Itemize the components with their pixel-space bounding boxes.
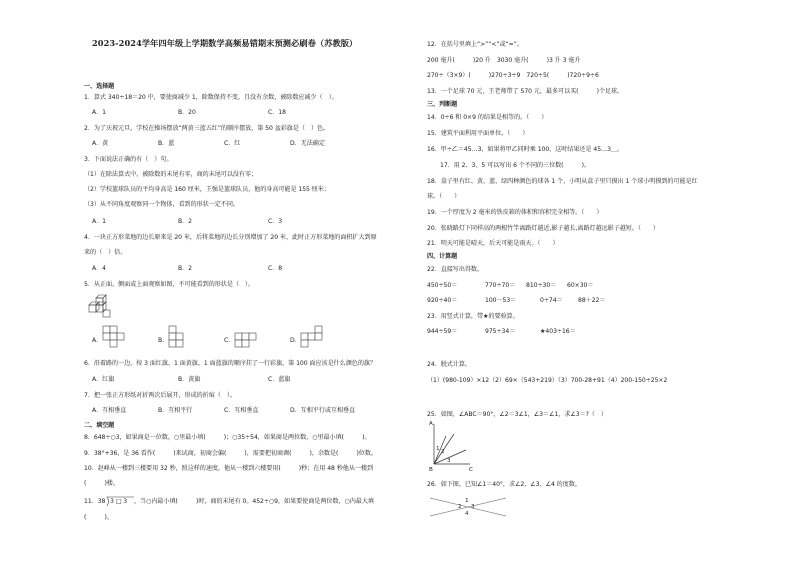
q3-option-b: B．2 [178, 218, 193, 225]
question-5: 5．从正面、侧面或上面观察如图，不可能看到的形状是（ ）。 [84, 281, 255, 288]
q3-statement-3: （3）从不同角度观察同一个物体，看到的形状一定不同。 [84, 201, 239, 208]
q22-r2-c4: 88＋22＝ [578, 297, 606, 304]
question-10-line-1: 10．赵峰从一楼到三楼要用 32 秒，照这样的速度，他从一楼到六楼要用( )秒；在用 48 秒他从一楼到 [84, 465, 374, 472]
question-7: 7．把一张正方形纸对折两次后展开，形成的折痕（ ）。 [84, 392, 236, 399]
question-9: 9．38°+36，是 36 看作( )来试商，初商会偏( )，需要把初商调( )，余数是( )位数。 [84, 450, 377, 457]
q4-option-a: A．4 [92, 265, 106, 272]
question-11-body: ，当○内最小填( )时，商的末尾有 0。452÷○9，如果要使商是两位数，○内最大填 [134, 498, 374, 505]
question-1: 1．算式 340÷18＝20 中，要使商减少 1，除数保持不变，且没有余数，被除数应减少（ ）。 [84, 94, 338, 101]
question-8: 8．648÷○3，如果商是一位数，○里最小填( )；○35÷54，如果商是两位数，○里最小填( )。 [84, 434, 371, 441]
fig25-label-1: 1 [436, 446, 440, 452]
q4-option-b: B．2 [178, 265, 193, 272]
question-16: 16．甲÷乙＝45…3，如果将甲乙同时乘 100，这时结果还是 45…3＿。 [427, 146, 623, 153]
q5-option-d: D． [290, 337, 301, 344]
q6-option-c: C．蓝旗 [268, 376, 291, 383]
right-column [400, 0, 794, 562]
q5-option-b: B． [158, 337, 169, 344]
q6-option-a: A．红旗 [92, 376, 115, 383]
q22-r1-c3: 810÷30＝ [526, 282, 557, 289]
q2-option-a: A．黄 [92, 140, 109, 147]
cube-stack-figure [88, 296, 114, 318]
q23-r1-c3: ★403÷16＝ [540, 328, 576, 335]
question-13: 13．一个足球 70 元，王老师带了 570 元，最多可以买( )个足球。 [427, 88, 624, 95]
q1-option-c: C．18 [268, 109, 286, 116]
fig26-label-2: 2 [458, 504, 462, 510]
question-21: 21．明天可能是晴天，后天可能是雨天。（ ） [427, 240, 559, 247]
question-14: 14．0÷6 和 0×9 的结果是相等的。（ ） [427, 114, 548, 121]
fig25-label-a: A [429, 421, 433, 427]
q23-r1-c1: 944÷59＝ [427, 328, 458, 335]
fig25-label-2: 2 [441, 449, 445, 455]
q12-row-1: 200 毫升( )20 升 3030 毫升( )3 升 3 毫升 [427, 57, 581, 64]
q2-option-c: C．红 [224, 140, 241, 147]
q22-r1-c1: 450÷50＝ [427, 282, 458, 289]
question-25: 25．如图，∠ABC＝90°，∠2＝3∠1，∠3＝∠1，求∠3＝?（ ） [427, 411, 607, 418]
question-4-line-1: 4．一块正方形菜地的边长原来是 20 米，后将菜地的边长分别增加了 20 米，此时正方形菜地的面积扩大到原 [84, 234, 377, 241]
fig25-label-b: B [429, 467, 433, 473]
question-10-line-2: ( )楼。 [84, 480, 119, 487]
q22-r1-c4: 60×30＝ [567, 282, 594, 289]
q22-r1-c2: 770÷70＝ [485, 282, 516, 289]
question-19: 19．一个厚度为 2 毫米的铁皮箱的体积和容积完全相等。（ ） [427, 209, 603, 216]
q7-option-d: D．互相平行或互相垂直 [290, 407, 356, 414]
q5-option-d-shape [300, 325, 324, 347]
q5-option-a-shape [102, 325, 124, 347]
question-11-prefix: 11．38 [84, 498, 106, 505]
fig25-label-3: 3 [447, 458, 451, 464]
q3-option-a: A．1 [92, 218, 106, 225]
question-18-line-2: 球。（ ） [427, 193, 461, 200]
section-title-judge: 三、判断题 [427, 101, 458, 108]
q1-option-a: A．1 [92, 109, 106, 116]
question-23: 23．用竖式计算，带★的要验算。 [427, 313, 519, 320]
q7-option-a: A．互相垂直 [92, 407, 127, 414]
question-22: 22．直接写出得数。 [427, 266, 484, 273]
fig26-label-4: 4 [465, 511, 469, 517]
q1-option-b: B．20 [178, 109, 196, 116]
q2-option-d: D．无法确定 [290, 140, 325, 147]
q3-statement-2: （2）学校篮球队员的平均身高是 160 厘米，王强是篮球队员，他的身高可能是 155 厘米； [84, 186, 330, 193]
question-4-line-2: 来的（ ）倍。 [84, 249, 127, 256]
q5-option-c-shape [234, 325, 256, 347]
question-20: 20．张晓路灯下同样高的两根竹竿离路灯越近,影子越长,离路灯越远影子越短。（ ） [427, 225, 659, 232]
fig26-label-1: 1 [465, 498, 469, 504]
question-2: 2．为了庆祝元旦，学校在操场摆放“两黄三蓝五红”的顺序摆放，第 50 盆彩旗是（ ）色。 [84, 125, 330, 132]
question-15: 15．建筑平面利用平面单位。（ ） [427, 130, 529, 137]
q22-r2-c1: 920÷40＝ [427, 297, 458, 304]
q3-statement-1: （1）在除法算式中，被除数的末尾有零，商的末尾可以没有零； [84, 171, 258, 178]
document-title: 2023-2024学年四年级上学期数学高频易错期末预测必刷卷（苏教版） [92, 38, 358, 48]
question-26: 26．如下图，已知∠1＝40°，求∠2、∠3、∠4 的度数。 [427, 481, 581, 488]
q4-option-c: C．8 [268, 265, 283, 272]
q5-option-b-shape [168, 325, 190, 347]
q7-option-c: C．互相垂直 [224, 407, 259, 414]
q22-r2-c3: 0÷74＝ [540, 297, 563, 304]
q12-row-2: 270÷（3×9）( )270÷3÷9 720÷5( )720÷9÷6 [427, 72, 599, 79]
q24-expressions: （1）(980-109）×12（2）69×（543+219）（3）700-28+91（4）200-150÷25×2 [427, 377, 668, 384]
q5-option-a: A． [92, 337, 103, 344]
section-title-calc: 四、计算题 [427, 253, 458, 260]
q3-option-c: C．3 [268, 218, 283, 225]
q22-r2-c2: 100－53＝ [485, 297, 517, 304]
question-3: 3．下面说法正确的有（ ）句。 [84, 156, 173, 163]
question-11-dividend: 3 □ 3 [110, 498, 128, 505]
q5-option-c: C． [224, 337, 235, 344]
q2-option-b: B．蓝 [158, 140, 175, 147]
q7-option-b: B．互相平行 [158, 407, 193, 414]
q6-option-b: B．黄旗 [178, 376, 201, 383]
question-17: 17．用 2、3、5 可以写出 6 个不同的三位数( )。 [440, 162, 590, 169]
question-6: 6．沿着路的一边，按 3 面红旗、1 面黄旗、1 面蓝旗的顺序挂了一行彩旗，第 100 面应该是什么颜色的旗？ [84, 360, 376, 367]
question-11-tail: ( )。 [84, 514, 113, 521]
section-title-choice: 一、选择题 [84, 83, 115, 90]
question-18-line-1: 18．盒子里有红、黄、蓝、绿四种颜色的球各 1 个，小明从盒子里只摸出 1 个球小明摸到的可能是红 [427, 178, 698, 185]
question-24: 24．脱式计算。 [427, 361, 471, 368]
fig26-label-3: 3 [471, 504, 475, 510]
section-title-fill: 二、填空题 [84, 422, 115, 429]
q23-r1-c2: 975÷34＝ [485, 328, 516, 335]
question-12: 12．在括号里填上“>”“<”或“=”。 [427, 41, 523, 48]
fig25-label-c: C [469, 467, 473, 473]
